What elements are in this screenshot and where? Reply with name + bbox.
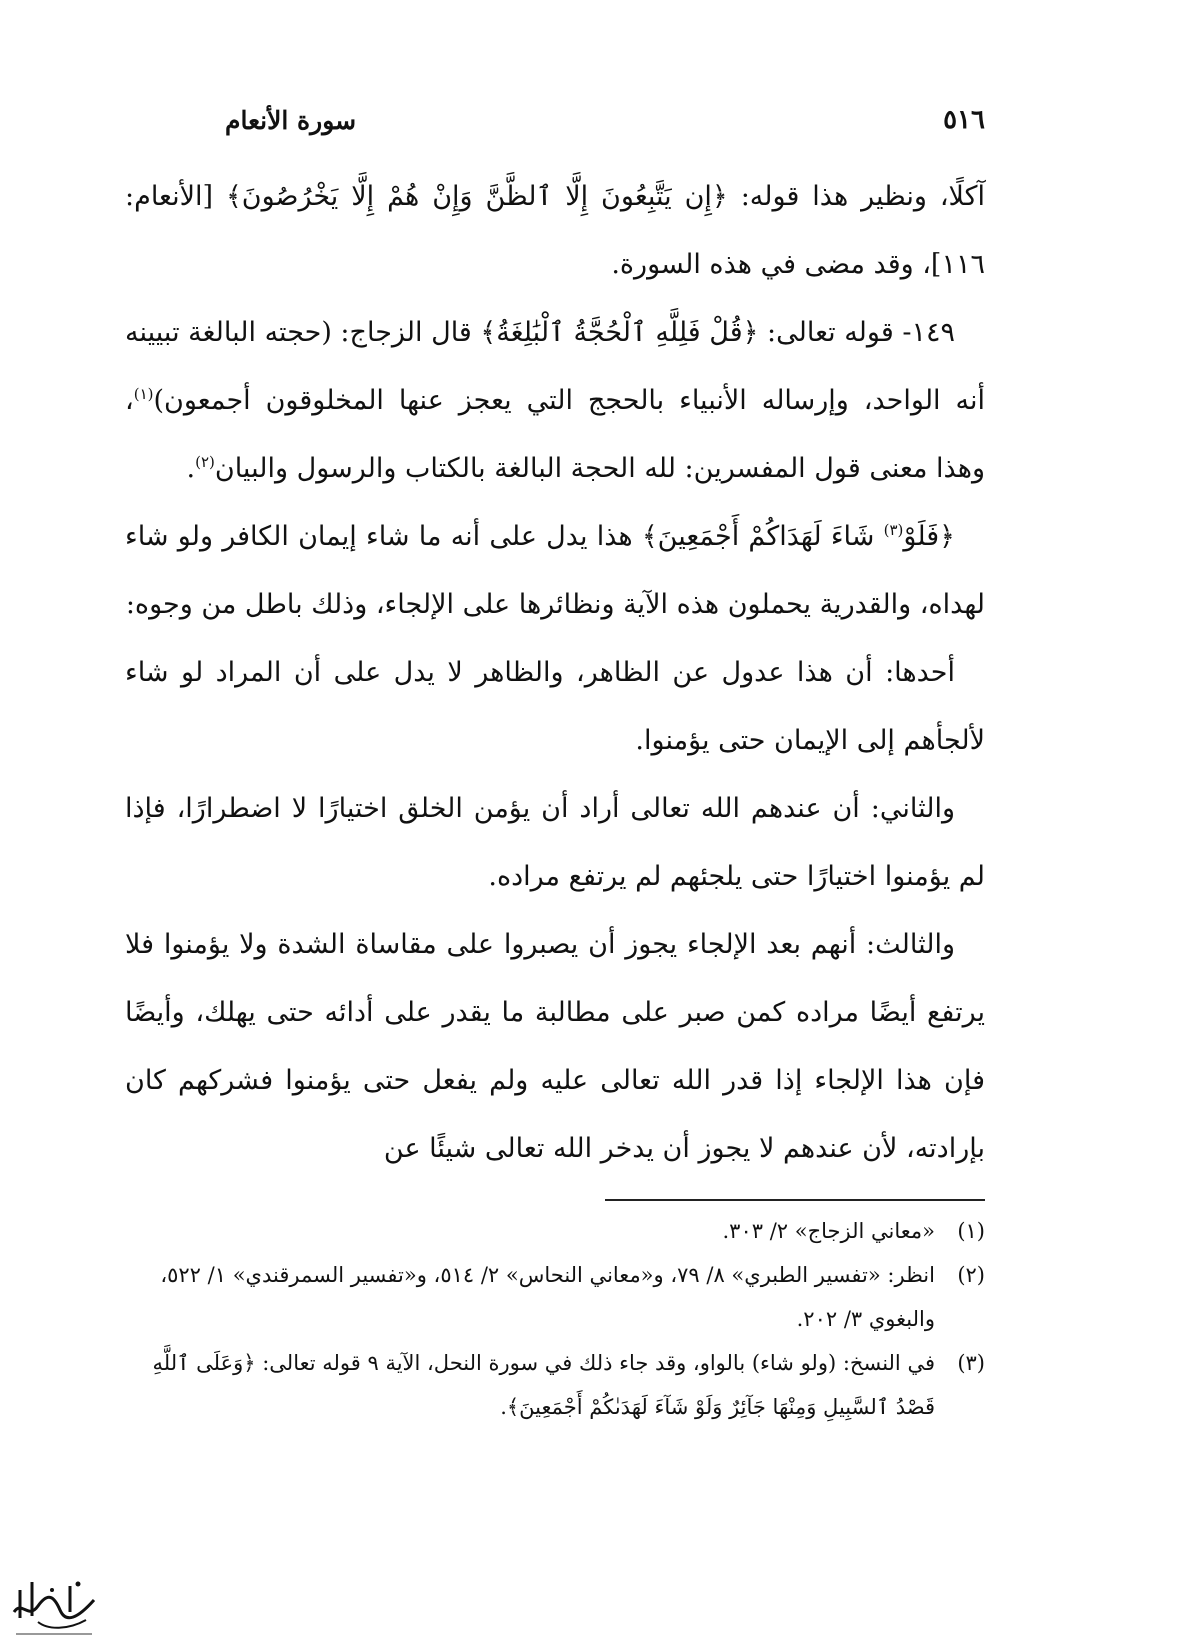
publisher-logo (8, 1560, 100, 1640)
paragraph-text: ﴿فَلَوْ (903, 521, 955, 552)
footnote (125, 1253, 985, 1341)
paragraph-text: . (186, 453, 196, 484)
paragraph (125, 639, 985, 775)
footnote (125, 1341, 985, 1429)
calligraphy-logo-icon (8, 1560, 100, 1640)
paragraph-text: أحدها: أن هذا عدول عن الظاهر، والظاهر لا يدل على أن المراد لو شاء لألجأهم إلى الإيمان حتى يؤمنوا. (125, 657, 985, 756)
paragraph-text: والثالث: أنهم بعد الإلجاء يجوز أن يصبروا على مقاساة الشدة ولا يؤمنوا فلا يرتفع أيضًا مراده كمن صبر على مطالبة ما يقدر على أدائه حتى يهلك، وأيضًا فإن هذا الإلجاء إذا قدر الله تعالى عليه ولم يفعل حتى يؤمنوا فشركهم كان بإرادته، لأن عندهم لا يجوز أن يدخر الله تعالى شيئًا عن (125, 929, 985, 1164)
footnotes (125, 1209, 985, 1429)
footnote-ref[interactable]: (١) (133, 385, 154, 403)
paragraph-text: ١٤٩- قوله تعالى: ﴿قُلْ فَلِلَّهِ ٱلْحُجَّةُ ٱلْبَٰلِغَةُ﴾ قال الزجاج: (حجته البالغة تبيينه أنه الواحد، وإرساله الأنبياء بالحجج التي يعجز عنها المخلوقون أجمعون) (125, 317, 985, 416)
paragraph-text: آكلًا، ونظير هذا قوله: ﴿إِن يَتَّبِعُونَ إِلَّا ٱلظَّنَّ وَإِنْ هُمْ إِلَّا يَخْرُصُونَ﴾ [الأنعام: ١١٦]، وقد مضى في هذه السورة. (125, 181, 985, 280)
footnote-ref[interactable]: (٢) (195, 453, 215, 471)
paragraph (125, 775, 985, 911)
paragraph (125, 163, 985, 299)
footnote-number: (٢) (957, 1263, 985, 1287)
paragraph-text: ، وهذا معنى قول المفسرين: لله الحجة البالغة بالكتاب والرسول والبيان (125, 385, 985, 484)
footnote-number: (١) (957, 1219, 985, 1243)
paragraph-text: والثاني: أن عندهم الله تعالى أراد أن يؤمن الخلق اختيارًا لا اضطرارًا، فإذا لم يؤمنوا اختيارًا حتى يلجئهم لم يرتفع مراده. (125, 793, 985, 892)
book-page (125, 95, 985, 1429)
paragraph-text: شَاءَ لَهَدَاكُمْ أَجْمَعِينَ﴾ هذا يدل على أنه ما شاء إيمان الكافر ولو شاء لهداه، والقدرية يحملون هذه الآية ونظائرها على الإلجاء، وذلك باطل من وجوه: (125, 521, 985, 620)
page-header (125, 95, 985, 145)
footnote-number: (٣) (957, 1351, 985, 1375)
footnote-ref[interactable]: (٣) (883, 521, 904, 539)
footnote (125, 1209, 985, 1253)
paragraph (125, 299, 985, 503)
paragraph (125, 503, 985, 639)
footnote-text: في النسخ: (ولو شاء) بالواو، وقد جاء ذلك في سورة النحل، الآية ٩ قوله تعالى: ﴿وَعَلَى ٱللَّهِ قَصْدُ ٱلسَّبِيلِ وَمِنْهَا جَآئِرٌ وَلَوْ شَآءَ لَهَدَىٰكُمْ أَجْمَعِينَ﴾. (152, 1351, 935, 1419)
footnote-text: «معاني الزجاج» ٢/ ٣٠٣. (722, 1219, 935, 1243)
paragraph (125, 911, 985, 1183)
main-text (125, 163, 985, 1183)
page-number: ٥١٦ (943, 105, 985, 135)
surah-title: سورة الأنعام (225, 105, 357, 135)
footnote-text: انظر: «تفسير الطبري» ٨/ ٧٩، و«معاني النحاس» ٢/ ٥١٤، و«تفسير السمرقندي» ١/ ٥٢٢، والبغوي ٣/ ٢٠٢. (160, 1263, 935, 1331)
footnote-divider (605, 1199, 985, 1201)
footnote-divider-wrap (125, 1183, 985, 1209)
